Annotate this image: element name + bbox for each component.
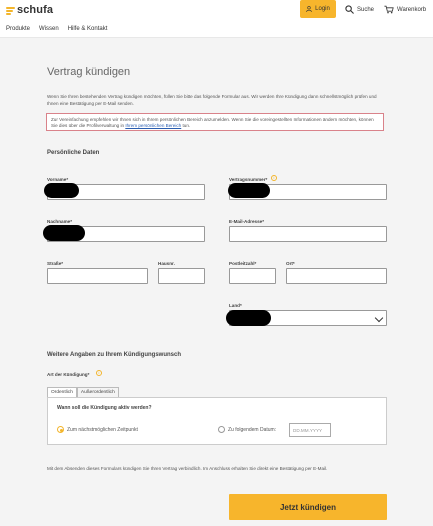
radio-next-possible[interactable]: [57, 426, 64, 433]
art-label: Art der Kündigung*: [47, 372, 90, 377]
vorname-label: Vorname*: [47, 177, 69, 182]
email-label: E-Mail-Adresse*: [229, 219, 264, 224]
submit-button[interactable]: Jetzt kündigen: [229, 494, 387, 520]
plz-label: Postleitzahl*: [229, 261, 257, 266]
search-icon: [345, 5, 354, 14]
chevron-down-icon: [375, 314, 383, 322]
strasse-label: Straße*: [47, 261, 64, 266]
disclaimer-text: Mit dem Absenden dieses Formulars kündigen Sie Ihren Vertrag verbindlich. Im Anschluss erhalten Sie direkt eine Bestätigung per E-Mail.: [47, 466, 328, 471]
strasse-field[interactable]: [47, 268, 148, 284]
email-field[interactable]: [229, 226, 387, 242]
cart-icon: [384, 5, 394, 14]
redacted-value: [44, 183, 79, 198]
page-title: Vertrag kündigen: [47, 66, 131, 78]
schufa-logo[interactable]: [6, 4, 53, 16]
cart-label: Warenkorb: [397, 6, 427, 13]
section-heading-details: Weitere Angaben zu Ihrem Kündigungswunsch: [47, 352, 182, 358]
ort-field[interactable]: [286, 268, 387, 284]
intro-text: Wenn Sie Ihren bestehenden Vertrag kündigen möchten, füllen Sie bitte das folgende Formular aus. Wir werden Ihre Kündigung dann schnellstmöglich prüfen und Ihnen eine Bestätigung per E-Mail senden.: [47, 94, 377, 106]
activation-question: Wann soll die Kündigung aktiv werden?: [57, 405, 152, 411]
user-icon: [306, 6, 312, 12]
redacted-value: [43, 225, 85, 241]
cart-button[interactable]: [384, 5, 426, 14]
vertragsnummer-label: Vertragsnummer*: [229, 177, 268, 182]
option-specific-date-label: Zu folgendem Datum:: [228, 427, 277, 433]
login-button[interactable]: [300, 0, 336, 18]
top-header: [0, 0, 433, 20]
option-next-possible-label: Zum nächstmöglichen Zeitpunkt: [67, 427, 138, 433]
main-nav: [0, 26, 107, 32]
hausnr-label: Hausnr.: [158, 261, 175, 266]
info-icon[interactable]: i: [271, 175, 277, 181]
nav-item-hilfe-kontakt[interactable]: Hilfe & Kontakt: [67, 26, 108, 32]
hausnr-field[interactable]: [158, 268, 205, 284]
ort-label: Ort*: [286, 261, 295, 266]
tab-ausserordentlich[interactable]: Außerordentlich: [77, 387, 119, 398]
redacted-value: [226, 310, 271, 326]
section-heading-personal: Persönliche Daten: [47, 150, 100, 156]
notice-text: Zur Vereinfachung empfehlen wir Ihnen sich in Ihrem persönlichen Bereich anzumelden. Wenn Sie die voreingestellten Informationen ändern möchten, können Sie dies über die Profilverwaltung in: [51, 117, 374, 128]
info-icon[interactable]: i: [96, 370, 102, 376]
land-label: Land*: [229, 303, 242, 308]
search-label: Suche: [357, 6, 375, 13]
login-label: Login: [315, 6, 330, 12]
nav-item-wissen[interactable]: Wissen: [39, 26, 59, 32]
tab-ordentlich[interactable]: Ordentlich: [47, 387, 77, 398]
plz-field[interactable]: [229, 268, 276, 284]
personal-area-link[interactable]: Ihrem persönlichen Bereich: [125, 123, 182, 128]
notice-suffix: tun.: [182, 123, 191, 128]
radio-specific-date[interactable]: [218, 426, 225, 433]
logo-text: schufa: [17, 4, 54, 16]
date-input[interactable]: DD.MM.YYYY: [289, 423, 331, 437]
nachname-label: Nachname*: [47, 219, 73, 224]
redacted-value: [228, 183, 270, 198]
search-button[interactable]: [345, 5, 374, 14]
nav-item-produkte[interactable]: Produkte: [6, 26, 31, 32]
login-notice: [46, 113, 384, 131]
schufa-logo-icon: [6, 6, 15, 15]
